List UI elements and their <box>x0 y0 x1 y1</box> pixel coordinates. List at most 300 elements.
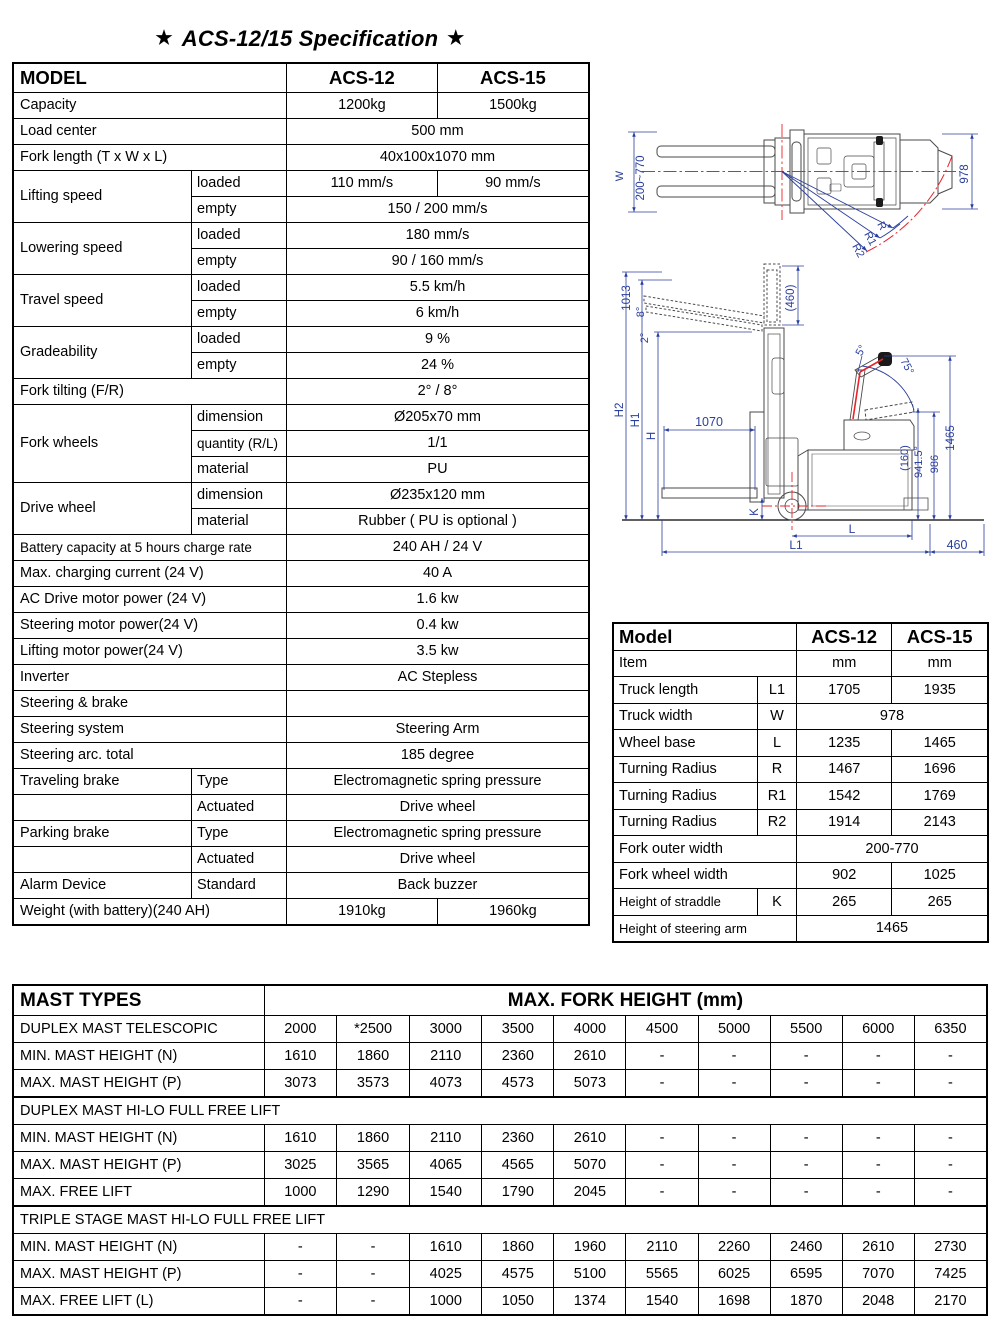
spec-row-sublabel: empty <box>192 353 287 379</box>
dim-row <box>613 915 988 942</box>
mast-row-value: - <box>264 1234 336 1261</box>
spec-row-label: Steering system <box>13 717 287 743</box>
spec-row <box>13 587 589 613</box>
mast-row-value: 4025 <box>410 1261 482 1288</box>
dim-row-value: 978 <box>797 703 989 730</box>
spec-row-sublabel: Actuated <box>192 847 287 873</box>
mast-row-value: 4073 <box>410 1070 482 1098</box>
mast-row-value: - <box>698 1070 770 1098</box>
mast-row-value: 3025 <box>264 1152 336 1179</box>
mast-row-value: 1000 <box>264 1179 336 1207</box>
spec-row-value: Back buzzer <box>287 873 590 899</box>
spec-row-value: Drive wheel <box>287 795 590 821</box>
mast-data-row <box>13 1125 987 1152</box>
arm-angle-max-label: 75° <box>897 356 916 377</box>
spec-row-label: Travel speed <box>13 275 192 327</box>
spec-row-sublabel: empty <box>192 301 287 327</box>
h2-label: H2 <box>614 402 626 418</box>
spec-row-sublabel: Type <box>192 769 287 795</box>
mast-column-header: 5500 <box>770 1016 842 1043</box>
steering-arm-highlight <box>853 359 883 419</box>
spec-row-label: Weight (with battery)(240 AH) <box>13 899 287 926</box>
spec-row-value: Rubber ( PU is optional ) <box>287 509 590 535</box>
spec-row-sublabel: Type <box>192 821 287 847</box>
spec-row-value-acs12: 1200kg <box>287 93 438 119</box>
mast-row-value: 2260 <box>698 1234 770 1261</box>
spec-row-label: Lifting speed <box>13 171 192 223</box>
spec-row-sublabel: material <box>192 457 287 483</box>
mast-column-header: *2500 <box>336 1016 409 1043</box>
dim-row-value-acs12: 1542 <box>797 783 892 810</box>
radius-r-label: R <box>874 219 889 233</box>
mast-row-value: - <box>770 1179 842 1207</box>
mast-row-value: 2048 <box>842 1288 914 1316</box>
spec-row-value: 180 mm/s <box>287 223 590 249</box>
spec-row-value: Ø235x120 mm <box>287 483 590 509</box>
mast-row-value: 2110 <box>410 1043 482 1070</box>
spec-row <box>13 665 589 691</box>
side-view-dimensions <box>622 266 984 556</box>
dim-row <box>613 756 988 783</box>
mast-column-header: 5000 <box>698 1016 770 1043</box>
fork-outer-width-label: 200~770 <box>635 155 647 201</box>
dim-row-label: Truck width <box>613 703 758 730</box>
spec-row-value: 40 A <box>287 561 590 587</box>
mast-data-row <box>13 1152 987 1179</box>
lift-height-label: 1013 <box>621 285 633 311</box>
mast-section-row <box>13 1206 987 1234</box>
spec-row-value-acs12: 110 mm/s <box>287 171 438 197</box>
arm-h3-label: 1465 <box>945 425 957 451</box>
mast-row-value: 7070 <box>842 1261 914 1288</box>
mast-header-row <box>13 985 987 1016</box>
spec-row <box>13 327 589 353</box>
dim-row-value-acs15: 1696 <box>892 756 988 783</box>
spec-row-label: Traveling brake <box>13 769 192 795</box>
spec-row-sublabel: loaded <box>192 275 287 301</box>
spec-row-value: 5.5 km/h <box>287 275 590 301</box>
spec-row <box>13 145 589 171</box>
top-view-dimensions <box>628 132 978 212</box>
mast-row-value: 2110 <box>410 1125 482 1152</box>
page-title <box>0 26 620 52</box>
spec-row <box>13 405 589 431</box>
spec-row <box>13 899 589 926</box>
mast-row-value: 1860 <box>336 1125 409 1152</box>
spec-header-acs15: ACS-15 <box>437 63 589 93</box>
dim-row-value-acs12: 265 <box>797 889 892 916</box>
spec-row-label: AC Drive motor power (24 V) <box>13 587 287 613</box>
dim-row-label: Turning Radius <box>613 756 758 783</box>
mast-row-value: - <box>770 1152 842 1179</box>
mast-row-value: 2610 <box>554 1043 626 1070</box>
mast-row-value: 1290 <box>336 1179 409 1207</box>
h-label: H <box>646 431 658 441</box>
spec-row <box>13 119 589 145</box>
mast-row-value: 2360 <box>482 1125 554 1152</box>
h1-label: H1 <box>630 412 642 428</box>
mast-row-value: 1610 <box>264 1125 336 1152</box>
dim-row-label: Fork wheel width <box>613 862 797 889</box>
spec-row <box>13 275 589 301</box>
mast-header-value: MAX. FORK HEIGHT (mm) <box>264 985 987 1016</box>
spec-row-value: 1/1 <box>287 431 590 457</box>
spec-row-value-acs15: 1960kg <box>437 899 589 926</box>
spec-row-value: Electromagnetic spring pressure <box>287 769 590 795</box>
spec-row-sublabel: empty <box>192 197 287 223</box>
spec-row-label: Alarm Device <box>13 873 192 899</box>
spec-row <box>13 873 589 899</box>
spec-row-value: Drive wheel <box>287 847 590 873</box>
spec-row-sublabel: material <box>192 509 287 535</box>
spec-row-label: Load center <box>13 119 287 145</box>
mast-row-value: 3565 <box>336 1152 409 1179</box>
tilt-fwd-label: 2° <box>639 332 651 344</box>
mast-row-value: 2730 <box>914 1234 987 1261</box>
star-left-icon: ★ <box>155 28 173 49</box>
mast-row-label: MAX. FREE LIFT <box>13 1179 264 1207</box>
free-lift-label: (460) <box>785 284 797 312</box>
mast-row-value: - <box>698 1179 770 1207</box>
spec-row <box>13 847 589 873</box>
mast-row-value: 1790 <box>482 1179 554 1207</box>
mast-column-header: 4500 <box>626 1016 698 1043</box>
arm-len-label: (160) <box>899 445 911 471</box>
mast-row-value: 1540 <box>626 1288 698 1316</box>
mast-row-label: MAX. MAST HEIGHT (P) <box>13 1261 264 1288</box>
mast-row-value: 2460 <box>770 1234 842 1261</box>
dim-row-label: Height of straddle <box>613 889 758 916</box>
dim-row-value-acs15: 1935 <box>892 677 988 704</box>
dim-row-label: Turning Radius <box>613 783 758 810</box>
dim-row-value-acs15: 1769 <box>892 783 988 810</box>
mast-row-value: 1610 <box>410 1234 482 1261</box>
mast-row-value: - <box>626 1152 698 1179</box>
mast-row-value: - <box>914 1043 987 1070</box>
mast-row-value: 2110 <box>626 1234 698 1261</box>
dim-row-label: Truck length <box>613 677 758 704</box>
dim-row <box>613 862 988 889</box>
dim-row-label: Fork outer width <box>613 836 797 863</box>
spec-row <box>13 223 589 249</box>
mast-row-value: 5100 <box>554 1261 626 1288</box>
mast-row-value: 1860 <box>482 1234 554 1261</box>
spec-row-label: Steering motor power(24 V) <box>13 613 287 639</box>
mast-row-value: - <box>336 1234 409 1261</box>
mast-row-value: 4573 <box>482 1070 554 1098</box>
spec-row-label: Steering arc. total <box>13 743 287 769</box>
dim-item-unit-acs15: mm <box>892 650 988 677</box>
spec-row-label: Steering & brake <box>13 691 287 717</box>
mast-section-row <box>13 1097 987 1125</box>
mast-row-value: 1610 <box>264 1043 336 1070</box>
dim-row-value: 1465 <box>797 915 989 942</box>
spec-row-label <box>13 847 192 873</box>
mast-row-value: - <box>770 1043 842 1070</box>
spec-row-value: 6 km/h <box>287 301 590 327</box>
mast-data-row <box>13 1288 987 1316</box>
mast-data-row <box>13 1179 987 1207</box>
mast-row-value: 5565 <box>626 1261 698 1288</box>
spec-row-label: Parking brake <box>13 821 192 847</box>
mast-row-value: 4065 <box>410 1152 482 1179</box>
dim-item-unit-acs12: mm <box>797 650 892 677</box>
spec-row <box>13 639 589 665</box>
mast-row-value: 3573 <box>336 1070 409 1098</box>
mast-row-label: MIN. MAST HEIGHT (N) <box>13 1125 264 1152</box>
mast-row-value: 1960 <box>554 1234 626 1261</box>
mast-types-table <box>12 984 988 1316</box>
spec-row-label: Fork length (T x W x L) <box>13 145 287 171</box>
dim-row-code: K <box>758 889 797 916</box>
mast-row-label: MIN. MAST HEIGHT (N) <box>13 1043 264 1070</box>
mast-column-header: 3500 <box>482 1016 554 1043</box>
spec-row-value: 0.4 kw <box>287 613 590 639</box>
spec-row <box>13 171 589 197</box>
spec-row-value: Electromagnetic spring pressure <box>287 821 590 847</box>
mast-row-value: 2610 <box>554 1125 626 1152</box>
arm-angle-min-label: 5° <box>853 343 870 359</box>
mast-row-value: 5070 <box>554 1152 626 1179</box>
mast-row-value: - <box>842 1152 914 1179</box>
wheel-base-label: L <box>848 522 856 536</box>
spec-row-value: 1.6 kw <box>287 587 590 613</box>
spec-row <box>13 769 589 795</box>
dim-header-label: Model <box>613 623 797 650</box>
spec-row-value: 90 / 160 mm/s <box>287 249 590 275</box>
dim-row-value-acs12: 1235 <box>797 730 892 757</box>
dim-row-value-acs15: 1025 <box>892 862 988 889</box>
dimension-table <box>612 622 989 943</box>
dim-item-label: Item <box>613 650 797 677</box>
mast-row-value: 2360 <box>482 1043 554 1070</box>
mast-row-value: - <box>842 1179 914 1207</box>
mast-column-header: 2000 <box>264 1016 336 1043</box>
mast-column-header: 6350 <box>914 1016 987 1043</box>
spec-row <box>13 821 589 847</box>
overhang-label: 460 <box>946 538 968 552</box>
spec-row-label: Lifting motor power(24 V) <box>13 639 287 665</box>
mast-row-value: - <box>914 1179 987 1207</box>
spec-row-value: 240 AH / 24 V <box>287 535 590 561</box>
spec-row-value: 24 % <box>287 353 590 379</box>
spec-row <box>13 483 589 509</box>
radius-r1-label: R1 <box>861 229 879 248</box>
spec-row-value: PU <box>287 457 590 483</box>
mast-row-value: - <box>698 1043 770 1070</box>
mast-row-value: - <box>626 1070 698 1098</box>
dim-header-acs12: ACS-12 <box>797 623 892 650</box>
truck-width-label: 978 <box>959 164 971 184</box>
dim-row-value-acs15: 265 <box>892 889 988 916</box>
dim-row <box>613 809 988 836</box>
spec-row-sublabel: dimension <box>192 483 287 509</box>
mast-row-label: MAX. FREE LIFT (L) <box>13 1288 264 1316</box>
dim-row-value-acs15: 1465 <box>892 730 988 757</box>
mast-row-value: - <box>842 1043 914 1070</box>
mast-row-value: 2045 <box>554 1179 626 1207</box>
mast-data-row <box>13 1234 987 1261</box>
spec-row-value: Steering Arm <box>287 717 590 743</box>
dim-row-code: W <box>758 703 797 730</box>
spec-row-label: Max. charging current (24 V) <box>13 561 287 587</box>
dim-row <box>613 783 988 810</box>
dim-row-label: Height of steering arm <box>613 915 797 942</box>
mast-row-label: MAX. MAST HEIGHT (P) <box>13 1152 264 1179</box>
spec-row <box>13 93 589 119</box>
mast-column-header: 3000 <box>410 1016 482 1043</box>
dim-row <box>613 889 988 916</box>
spec-row-label: Gradeability <box>13 327 192 379</box>
page-title-text: ACS-12/15 Specification <box>181 26 439 51</box>
mast-header-label: MAST TYPES <box>13 985 264 1016</box>
spec-row-label <box>13 795 192 821</box>
mast-row-value: 3073 <box>264 1070 336 1098</box>
star-right-icon: ★ <box>447 28 465 49</box>
mast-row-label: MIN. MAST HEIGHT (N) <box>13 1234 264 1261</box>
spec-row-value: 40x100x1070 mm <box>287 145 590 171</box>
spec-row <box>13 717 589 743</box>
spec-row-sublabel: Standard <box>192 873 287 899</box>
arm-h2-label: 986 <box>929 454 941 474</box>
dim-row-label: Wheel base <box>613 730 758 757</box>
spec-header-acs12: ACS-12 <box>287 63 438 93</box>
mast-row-value: - <box>264 1261 336 1288</box>
spec-row-value: 3.5 kw <box>287 639 590 665</box>
mast-row-value: - <box>914 1152 987 1179</box>
dim-row-code: R2 <box>758 809 797 836</box>
dim-row-value-acs12: 1914 <box>797 809 892 836</box>
spec-row-value-acs12: 1910kg <box>287 899 438 926</box>
mast-row-value: - <box>914 1125 987 1152</box>
spec-header-row <box>13 63 589 93</box>
mast-section-name: DUPLEX MAST TELESCOPIC <box>13 1016 264 1043</box>
dim-row <box>613 836 988 863</box>
top-view-w-label: W <box>614 170 626 182</box>
dim-row-value-acs12: 1705 <box>797 677 892 704</box>
spec-header-label: MODEL <box>13 63 287 93</box>
dim-row <box>613 703 988 730</box>
spec-row-label: Fork tilting (F/R) <box>13 379 287 405</box>
dim-row-code: L1 <box>758 677 797 704</box>
mast-row-label: MAX. MAST HEIGHT (P) <box>13 1070 264 1098</box>
spec-row <box>13 561 589 587</box>
mast-row-value: 4575 <box>482 1261 554 1288</box>
spec-row-sublabel: loaded <box>192 171 287 197</box>
mast-row-value: 1540 <box>410 1179 482 1207</box>
fork-length-label: 1070 <box>695 415 723 429</box>
dim-row-code: R1 <box>758 783 797 810</box>
mast-row-value: - <box>336 1288 409 1316</box>
mast-column-header: 4000 <box>554 1016 626 1043</box>
spec-row-value: 500 mm <box>287 119 590 145</box>
mast-row-value: - <box>626 1043 698 1070</box>
truck-length-label: L1 <box>789 538 803 552</box>
spec-row-label: Lowering speed <box>13 223 192 275</box>
spec-row-value: 2° / 8° <box>287 379 590 405</box>
mast-row-value: - <box>770 1125 842 1152</box>
spec-row-label: Battery capacity at 5 hours charge rate <box>13 535 287 561</box>
mast-row-value: 4565 <box>482 1152 554 1179</box>
spec-row-value: AC Stepless <box>287 665 590 691</box>
dim-row-value-acs15: 2143 <box>892 809 988 836</box>
spec-row-sublabel: loaded <box>192 327 287 353</box>
dim-row <box>613 677 988 704</box>
spec-row-value: 9 % <box>287 327 590 353</box>
dim-header-acs15: ACS-15 <box>892 623 988 650</box>
spec-row-label: Fork wheels <box>13 405 192 483</box>
spec-row-sublabel: loaded <box>192 223 287 249</box>
dim-header-row <box>613 623 988 650</box>
mast-row-value: 1860 <box>336 1043 409 1070</box>
specification-table <box>12 62 590 926</box>
mast-row-value: - <box>264 1288 336 1316</box>
mast-row-value: - <box>626 1125 698 1152</box>
spec-row-value: 185 degree <box>287 743 590 769</box>
mast-row-value: - <box>698 1152 770 1179</box>
straddle-label: K <box>749 508 761 516</box>
mast-row-value: - <box>698 1125 770 1152</box>
mast-row-value: 2610 <box>842 1234 914 1261</box>
dim-row-value: 200-770 <box>797 836 989 863</box>
mast-column-header: 6000 <box>842 1016 914 1043</box>
spec-row-label: Inverter <box>13 665 287 691</box>
mast-section-name: DUPLEX MAST HI-LO FULL FREE LIFT <box>13 1097 987 1125</box>
spec-row <box>13 691 589 717</box>
dim-row-value-acs12: 1467 <box>797 756 892 783</box>
mast-row-value: 1870 <box>770 1288 842 1316</box>
mast-data-row <box>13 1070 987 1098</box>
spec-row <box>13 613 589 639</box>
mast-row-value: 1374 <box>554 1288 626 1316</box>
mast-columns-row <box>13 1016 987 1043</box>
mast-data-row <box>13 1043 987 1070</box>
spec-row <box>13 535 589 561</box>
spec-row-value: 150 / 200 mm/s <box>287 197 590 223</box>
spec-row-sublabel: Actuated <box>192 795 287 821</box>
mast-row-value: - <box>842 1070 914 1098</box>
mast-row-value: - <box>336 1261 409 1288</box>
dim-row-code: L <box>758 730 797 757</box>
dim-row-label: Turning Radius <box>613 809 758 836</box>
spec-row-value <box>287 691 590 717</box>
mast-row-value: 1698 <box>698 1288 770 1316</box>
spec-row-value-acs15: 1500kg <box>437 93 589 119</box>
mast-row-value: 6025 <box>698 1261 770 1288</box>
mast-row-value: 7425 <box>914 1261 987 1288</box>
dim-row-value-acs12: 902 <box>797 862 892 889</box>
spec-row <box>13 379 589 405</box>
mast-row-value: 1000 <box>410 1288 482 1316</box>
spec-row-label: Capacity <box>13 93 287 119</box>
mast-row-value: - <box>770 1070 842 1098</box>
dim-item-row <box>613 650 988 677</box>
mast-row-value: 1050 <box>482 1288 554 1316</box>
spec-row-sublabel: quantity (R/L) <box>192 431 287 457</box>
tilt-back-label: 8° <box>635 306 647 318</box>
spec-row-sublabel: dimension <box>192 405 287 431</box>
side-view-drawing <box>622 264 984 520</box>
spec-row-sublabel: empty <box>192 249 287 275</box>
spec-row <box>13 795 589 821</box>
technical-drawing <box>612 120 994 570</box>
spec-row-label: Drive wheel <box>13 483 192 535</box>
mast-row-value: - <box>842 1125 914 1152</box>
dim-row <box>613 730 988 757</box>
spec-row-value-acs15: 90 mm/s <box>437 171 589 197</box>
radius-r2-label: R2 <box>849 241 867 260</box>
mast-row-value: 6595 <box>770 1261 842 1288</box>
